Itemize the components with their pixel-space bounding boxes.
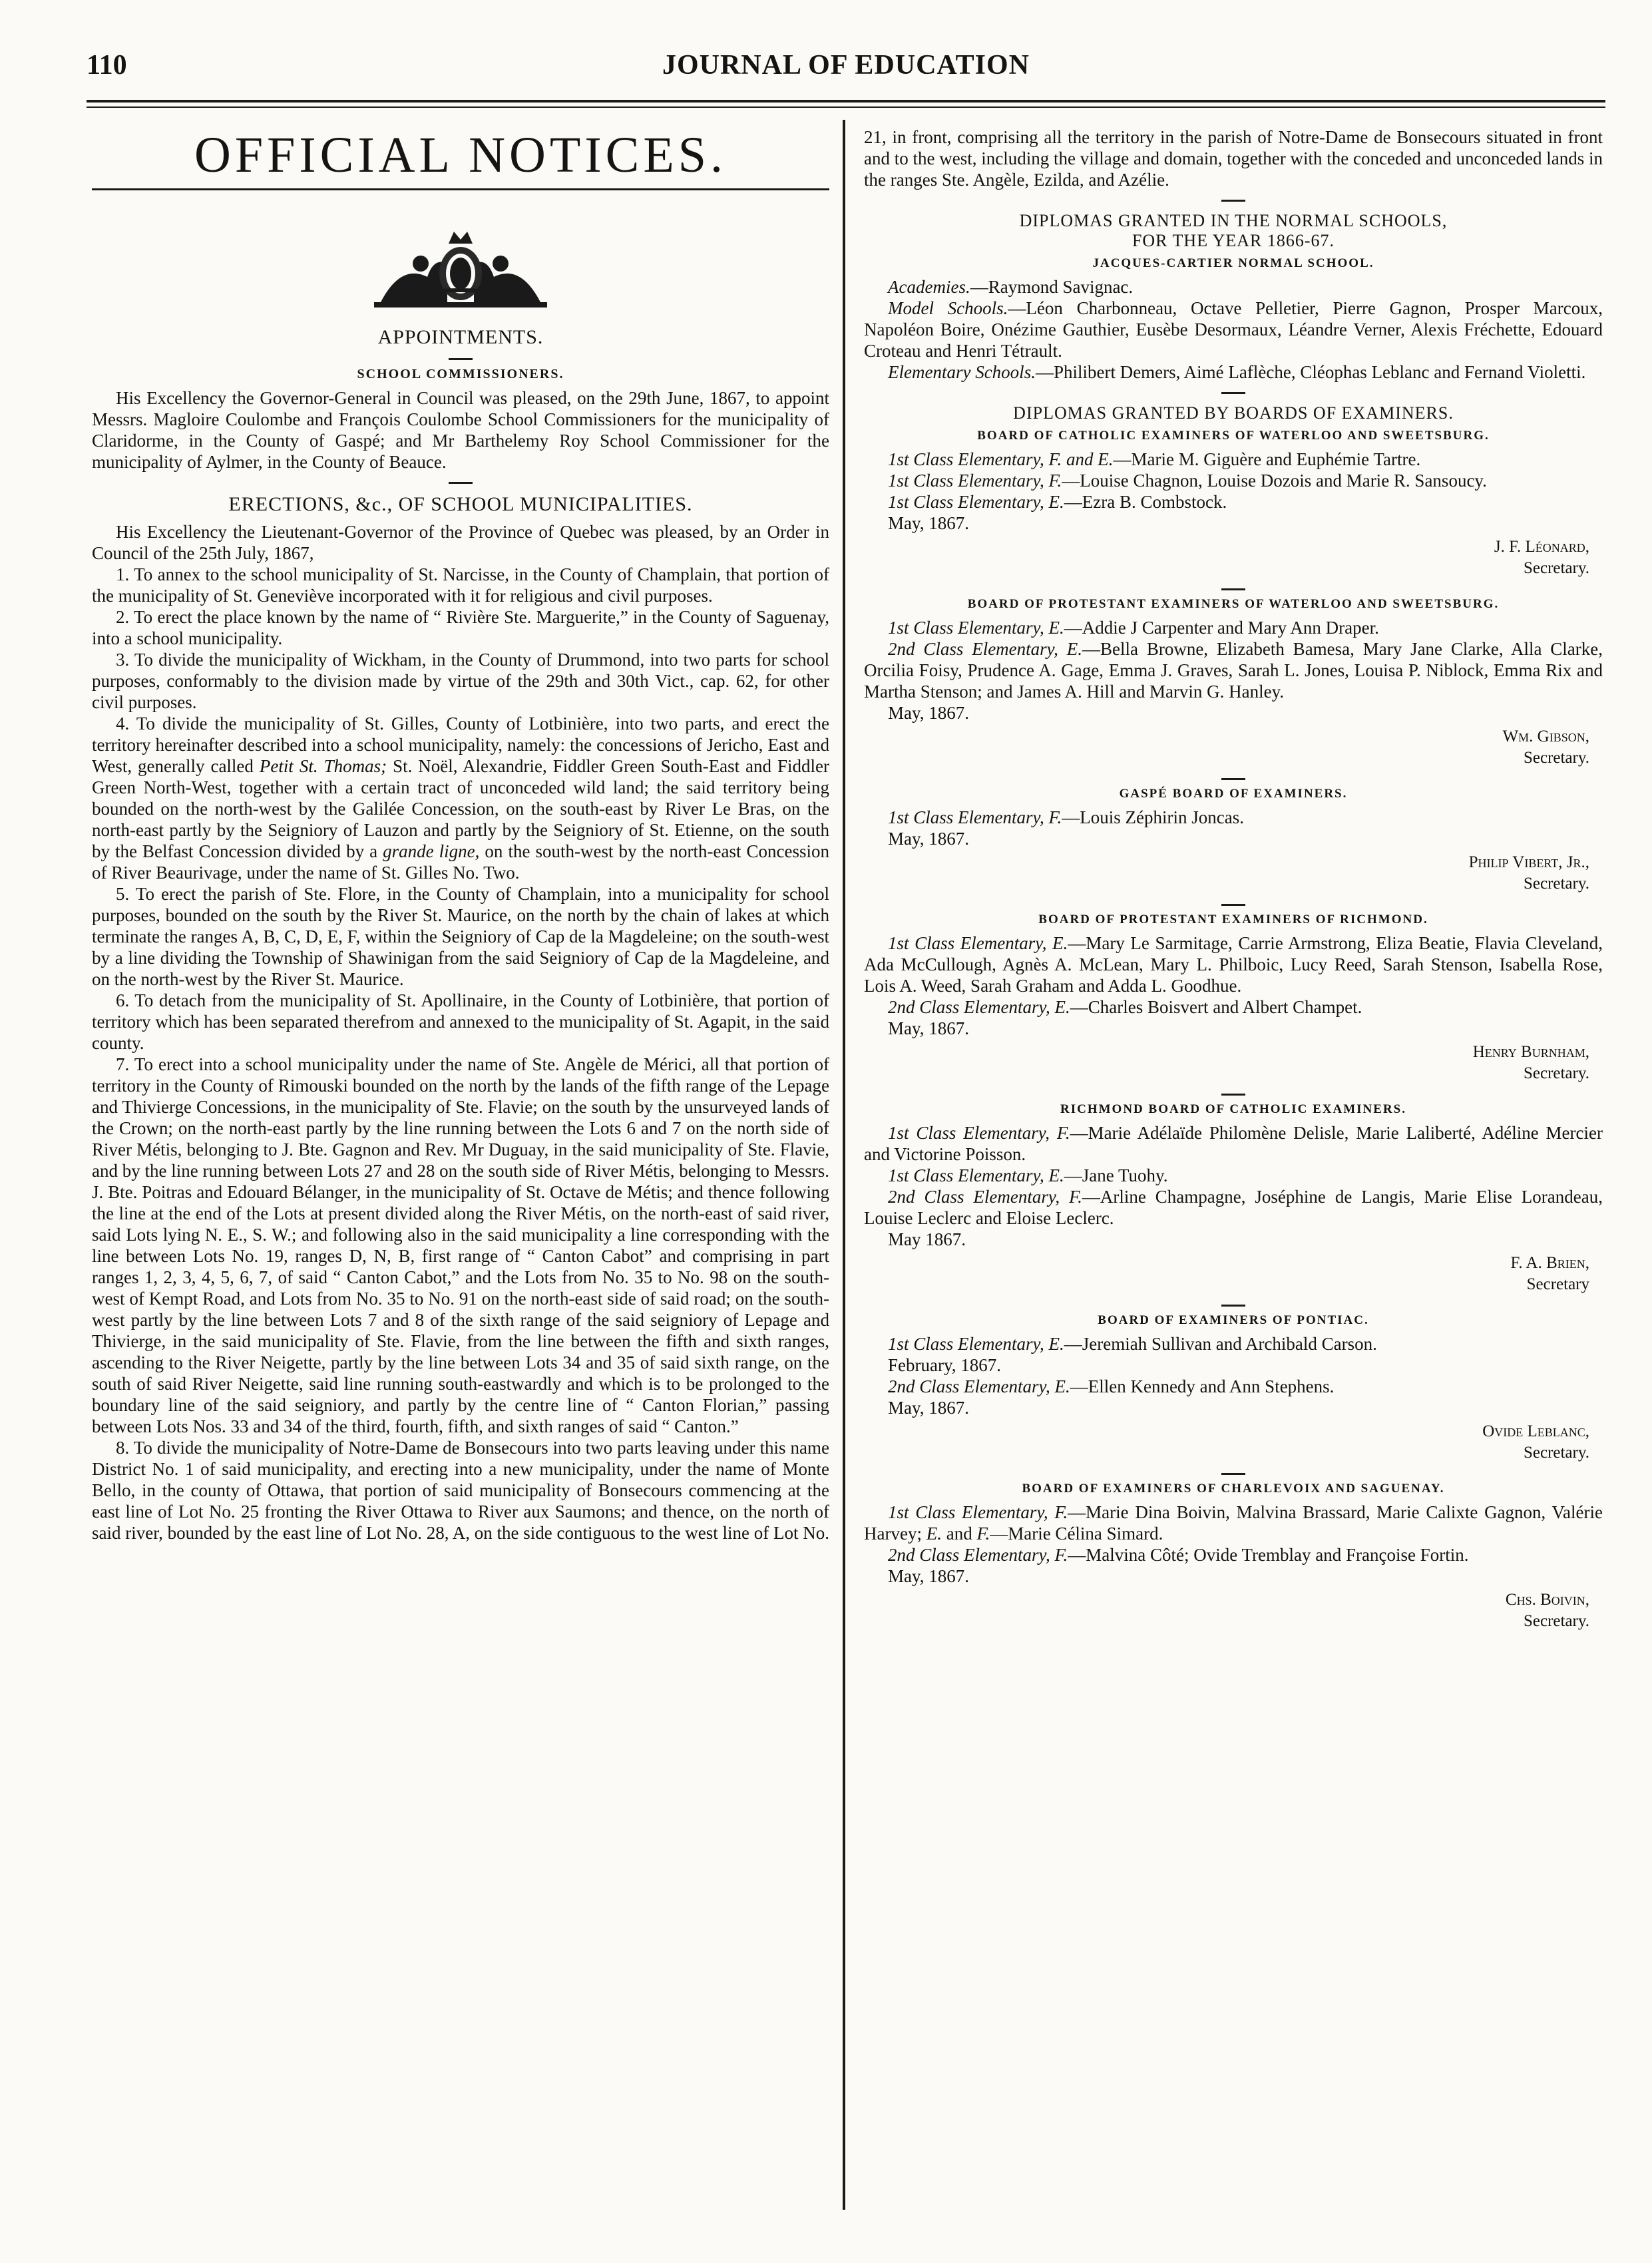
class-label: 1st Class Elementary, F. and E.	[888, 449, 1114, 469]
board-date: May, 1867.	[888, 829, 969, 849]
academies-label: Academies.	[888, 277, 970, 297]
appointments-heading: APPOINTMENTS.	[377, 326, 544, 348]
class-label: 1st Class Elementary, F.	[888, 1123, 1070, 1143]
section-dash	[1221, 588, 1245, 590]
class-label: 1st Class Elementary, F.	[888, 471, 1062, 491]
elementary-schools-label: Elementary Schools.	[888, 362, 1036, 382]
recipients: —Marie M. Giguère and Euphémie Tartre.	[1113, 449, 1421, 469]
diploma-line	[864, 470, 1603, 491]
board-date: May, 1867.	[888, 1398, 969, 1418]
signature-block	[864, 726, 1589, 769]
header-rule-thin	[87, 106, 1605, 108]
continuation-paragraph: 21, in front, comprising all the territory in the parish of Notre-Dame de Bonsecours situated in front and to the west, including the village and domain, together with the conceded and unconceded lands in the ranges Ste. Angèle, Ezilda, and Azélie.	[864, 127, 1603, 190]
signatory-role: Secretary.	[1523, 1612, 1589, 1630]
elementary-schools-line	[864, 361, 1603, 383]
diploma-line	[864, 1376, 1603, 1397]
recipients: —Addie J Carpenter and Mary Ann Draper.	[1064, 618, 1379, 638]
class-label: 2nd Class Elementary, F.	[888, 1187, 1082, 1207]
board-title: BOARD OF PROTESTANT EXAMINERS OF WATERLOO AND SWEETSBURG.	[967, 597, 1500, 611]
class-label: 2nd Class Elementary, E.	[888, 639, 1082, 659]
erections-intro: His Excellency the Lieutenant-Governor of the Province of Quebec was pleased, by an Order in Council of the 25th July, 1867,	[92, 522, 829, 563]
recipients: —Ezra B. Combstock.	[1064, 492, 1227, 512]
class-label: 1st Class Elementary, F.	[888, 1502, 1068, 1522]
diploma-line	[864, 491, 1603, 513]
class-label: 1st Class Elementary, E.	[888, 933, 1068, 953]
class-label: 1st Class Elementary, F.	[888, 807, 1062, 827]
recipients: —Jeremiah Sullivan and Archibald Carson.	[1064, 1334, 1377, 1354]
recipients: —Marie Célina Simard.	[990, 1524, 1163, 1543]
signatory-role: Secretary.	[1523, 559, 1589, 577]
item-4-part-b: St. Noël, Alexandrie, Fiddler Green South-East and Fiddler Green North-West, together with a certain tract of unconceded wild land; the said territory being bounded on the north-west by the Galilée Concession, on the south-east by River Le Bras, on the north-east partly by the Seigniory of Lauzon and partly by the Seigniory of St. Etienne, on the south by the Belfast Concession divided by a	[92, 756, 829, 861]
normal-schools-heading: DIPLOMAS GRANTED IN THE NORMAL SCHOOLS,	[1019, 211, 1448, 230]
section-dash	[1221, 1094, 1245, 1096]
signatory-name: J. F. Léonard,	[1494, 538, 1589, 556]
section-dash	[1221, 200, 1245, 202]
diploma-line	[864, 996, 1603, 1018]
board-title: BOARD OF CATHOLIC EXAMINERS OF WATERLOO AND SWEETSBURG.	[977, 429, 1490, 443]
royal-crest-icon	[361, 217, 560, 317]
recipients: —Charles Boisvert and Albert Champet.	[1070, 997, 1362, 1017]
school-commissioners-subheading: SCHOOL COMMISSIONERS.	[357, 367, 564, 381]
section-dash	[449, 482, 473, 484]
recipients: —Ellen Kennedy and Ann Stephens.	[1070, 1376, 1335, 1396]
item-4-part-a: 4. To divide the municipality of St. Gilles, County of Lotbinière, into two parts, and erect the territory hereinafter described into a school municipality, namely: the concessions of Jericho, East and West, generally called	[92, 714, 829, 776]
page-number: 110	[87, 50, 127, 81]
model-schools-label: Model Schools.	[888, 298, 1008, 318]
section-dash	[449, 358, 473, 360]
recipients: —Mary Le Sarmitage, Carrie Armstrong, Eliza Beatie, Flavia Cleveland, Ada McCullough, Agnès A. McLean, Mary L. Philboic, Lucy Reed, Sarah Stenson, Isabella Rose, Lois A. Weed, Sarah Graham and Adda L. Goodhue.	[864, 933, 1603, 996]
normal-schools-year: FOR THE YEAR 1866-67.	[1132, 231, 1335, 250]
signatory-role: Secretary.	[1523, 1064, 1589, 1082]
diploma-line	[864, 1502, 1603, 1544]
diploma-line	[864, 1544, 1603, 1565]
erections-heading: ERECTIONS, &c., OF SCHOOL MUNICIPALITIES.	[228, 493, 693, 515]
right-column	[864, 126, 1603, 2203]
diploma-line	[864, 1122, 1603, 1165]
signature-block	[864, 1421, 1589, 1464]
board-title: RICHMOND BOARD OF CATHOLIC EXAMINERS.	[1060, 1102, 1406, 1116]
board-date: February, 1867.	[888, 1355, 1001, 1375]
signatory-role: Secretary.	[1523, 749, 1589, 767]
diploma-line	[864, 449, 1603, 470]
erection-item-8: 8. To divide the municipality of Notre-Dame de Bonsecours into two parts leaving under this name District No. 1 of said municipality, and erecting into a new municipality, under the name of Monte Bello, in the county of Ottawa, that portion of said municipality of Bonsecours commencing at the east line of Lot No. 25 fronting the River Ottawa to River aux Saumons; and thence, on the north of said river, bounded by the east line of Lot No. 28, A, on the side contiguous to the west line of Lot No.	[92, 1438, 829, 1543]
diploma-line	[864, 932, 1603, 996]
signature-block	[864, 1042, 1589, 1084]
item-4-italic-1: Petit St. Thomas;	[259, 756, 387, 776]
board-date: May 1867.	[888, 1229, 966, 1249]
erection-item-6: 6. To detach from the municipality of St. Apollinaire, in the County of Lotbinière, that portion of territory which has been separated therefrom and annexed to the municipality of St. Agapit, in the said county.	[92, 990, 829, 1053]
erection-item-3: 3. To divide the municipality of Wickham, in the County of Drummond, into two parts for school purposes, conformably to the division made by virtue of the 29th and 30th Vict., cap. 62, for other civil purposes.	[92, 650, 829, 712]
item-4-italic-2: grande ligne,	[383, 841, 480, 861]
class-letter: E.	[926, 1524, 942, 1543]
board-title: GASPÉ BOARD OF EXAMINERS.	[1119, 787, 1348, 801]
journal-title: JOURNAL OF EDUCATION	[662, 50, 1030, 81]
recipients: —Jane Tuohy.	[1064, 1165, 1168, 1185]
diploma-line	[864, 807, 1603, 828]
signature-block	[864, 1253, 1589, 1295]
erection-item-5: 5. To erect the parish of Ste. Flore, in the County of Champlain, into a municipality for school purposes, bounded on the south by the River St. Maurice, on the north by the chain of lakes at which terminate the ranges A, B, C, D, E, F, within the Seigniory of Cap de la Magdeleine; on the south-west by a line dividing the Township of Shawinigan from the said Seigniory of Cap de la Magdeleine, and on the north-west by the River St. Maurice.	[92, 884, 829, 989]
class-label: 1st Class Elementary, E.	[888, 492, 1064, 512]
erection-item-1: 1. To annex to the school municipality of St. Narcisse, in the County of Champlain, that portion of the municipality of St. Geneviève incorporated with it for religious and civil purposes.	[92, 564, 829, 606]
board-date: May, 1867.	[888, 1566, 969, 1586]
recipients-joiner: and	[941, 1524, 977, 1543]
left-column	[92, 126, 829, 2203]
recipients: —Louise Chagnon, Louise Dozois and Marie R. Sansoucy.	[1062, 471, 1487, 491]
diploma-line	[864, 1333, 1603, 1354]
erection-item-4	[92, 713, 829, 883]
signatory-role: Secretary.	[1523, 1444, 1589, 1462]
section-dash	[1221, 1305, 1245, 1307]
recipients: —Louis Zéphirin Joncas.	[1062, 807, 1244, 827]
class-label: 1st Class Elementary, E.	[888, 618, 1064, 638]
recipients: —Arline Champagne, Joséphine de Langis, Marie Elise Lorandeau, Louise Leclerc and Eloise Leclerc.	[864, 1187, 1603, 1228]
section-dash	[1221, 1473, 1245, 1475]
class-label: 2nd Class Elementary, F.	[888, 1545, 1068, 1565]
examiners-heading: DIPLOMAS GRANTED BY BOARDS OF EXAMINERS.	[1013, 403, 1454, 423]
signatory-name: Chs. Boivin,	[1505, 1591, 1589, 1609]
section-dash	[1221, 778, 1245, 780]
recipients: —Malvina Côté; Ovide Tremblay and Françoise Fortin.	[1068, 1545, 1469, 1565]
diploma-line	[864, 617, 1603, 638]
recipients: —Marie Adélaïde Philomène Delisle, Marie Laliberté, Adéline Mercier and Victorine Poisson.	[864, 1123, 1603, 1164]
recipients: —Marie Dina Boivin, Malvina Brassard, Marie Calixte Gagnon, Valérie Harvey;	[864, 1502, 1603, 1543]
board-title: BOARD OF EXAMINERS OF CHARLEVOIX AND SAGUENAY.	[1022, 1482, 1445, 1496]
board-date: May, 1867.	[888, 1018, 969, 1038]
elementary-schools-names: —Philibert Demers, Aimé Laflèche, Cléophas Leblanc and Fernand Violetti.	[1035, 362, 1586, 382]
erection-item-7: 7. To erect into a school municipality under the name of Ste. Angèle de Mérici, all that portion of territory in the County of Rimouski bounded on the north by the lands of the fifth range of the Lepage and Thivierge Concessions, in the municipality of Ste. Flavie; on the south by the unsurveyed lands of the Crown; on the north-east partly by the line running between the Lots 6 and 7 on the north side of River Métis, belonging to J. Bte. Gagnon and Rev. Mr Duguay, in the said municipality of Ste. Flavie, and by the line running between Lots 27 and 28 on the south side of River Métis, belonging to Messrs. J. Bte. Poitras and Edouard Bélanger, in the municipality of St. Octave de Métis; and thence following the line at the end of the Lots at present divided along the River Métis, on the north-east of said river, said Lots lying N. E., S. W.; and following also in the said municipality a line corresponding with the line between Lots No. 19, ranges D, N, B, first range of “ Canton Cabot” and comprising in part ranges 1, 2, 3, 4, 5, 6, 7, of said “ Canton Cabot,” and the Lots from No. 35 to No. 98 on the south-west of Kempt Road, and Lots from No. 35 to No. 91 on the north-east side of said road; on the south-west partly by the line between Lots 7 and 8 of the sixth range of the said seigniory of Lepage and Thivierge, in the said municipality of Ste. Flavie, from the line between the fifth and sixth ranges, ascending to the River Neigette, partly by the line between Lots 34 and 35 of said sixth range, on the south of said River Neigette, said line running south-eastwardly and which is to be prolonged to the boundary line of the said seigniory, and partly by the centre line of “ Canton Florian,” passing between Lots Nos. 33 and 34 of the third, fourth, fifth, and sixth ranges of said “ Canton.”	[92, 1054, 829, 1436]
board-date: May, 1867.	[888, 703, 969, 723]
class-letter: F.	[976, 1524, 990, 1543]
academies-names: —Raymond Savignac.	[970, 277, 1134, 297]
signatory-name: Ovide Leblanc,	[1482, 1422, 1589, 1440]
signature-block	[864, 852, 1589, 895]
signature-block	[864, 1589, 1589, 1632]
board-date: May, 1867.	[888, 513, 969, 533]
section-dash	[1221, 904, 1245, 906]
section-dash	[1221, 392, 1245, 394]
recipients: —Bella Browne, Elizabeth Bamesa, Mary Jane Clarke, Alla Clarke, Orcilia Foisy, Prudence A. Gage, Emma J. Graves, Sarah L. Jones, Louisa P. Niblock, Emma Rix and Martha Stenson; and James A. Hill and Marvin G. Hanley.	[864, 639, 1603, 702]
diploma-line	[864, 638, 1603, 702]
signatory-role: Secretary	[1526, 1275, 1589, 1293]
class-label: 1st Class Elementary, E.	[888, 1165, 1064, 1185]
header-rule-thick	[87, 100, 1605, 103]
column-divider	[843, 120, 845, 2210]
model-schools-names: —Léon Charbonneau, Octave Pelletier, Pierre Gagnon, Prosper Marcoux, Napoléon Boire, Onézime Gauthier, Eusèbe Desormaux, Léandre Verner, Alexis Fréchette, Edouard Croteau and Henri Tétrault.	[864, 298, 1603, 361]
signatory-name: Philip Vibert, Jr.,	[1468, 853, 1589, 871]
signatory-name: F. A. Brien,	[1510, 1254, 1589, 1272]
signature-block	[864, 536, 1589, 579]
appointments-paragraph: His Excellency the Governor-General in Council was pleased, on the 29th June, 1867, to appoint Messrs. Magloire Coulombe and François Coulombe School Commissioners for the municipality of Claridorme, in the County of Gaspé; and Mr Barthelemy Roy School Commissioner for the municipality of Aylmer, in the County of Beauce.	[92, 388, 829, 472]
signatory-name: Wm. Gibson,	[1502, 727, 1589, 745]
model-schools-line	[864, 298, 1603, 361]
class-label: 1st Class Elementary, E.	[888, 1334, 1064, 1354]
signatory-role: Secretary.	[1523, 875, 1589, 893]
class-label: 2nd Class Elementary, E.	[888, 997, 1070, 1017]
official-notices-title: OFFICIAL NOTICES.	[194, 127, 727, 183]
jacques-cartier-subheading: JACQUES-CARTIER NORMAL SCHOOL.	[1092, 256, 1374, 270]
board-title: BOARD OF EXAMINERS OF PONTIAC.	[1098, 1313, 1369, 1327]
academies-line	[864, 276, 1603, 298]
class-label: 2nd Class Elementary, E.	[888, 1376, 1070, 1396]
item-4-part-c: on the south-west by the north-east Concession of River Beaurivage, under the name of St. Gilles No. Two.	[92, 841, 829, 883]
running-header	[87, 49, 1605, 87]
signatory-name: Henry Burnham,	[1472, 1043, 1589, 1061]
title-rule	[92, 188, 829, 190]
erection-item-2: 2. To erect the place known by the name of “ Rivière Ste. Marguerite,” in the County of Saguenay, into a school municipality.	[92, 607, 829, 648]
diploma-line	[864, 1165, 1603, 1186]
board-title: BOARD OF PROTESTANT EXAMINERS OF RICHMOND.	[1038, 913, 1428, 926]
diploma-line	[864, 1186, 1603, 1229]
